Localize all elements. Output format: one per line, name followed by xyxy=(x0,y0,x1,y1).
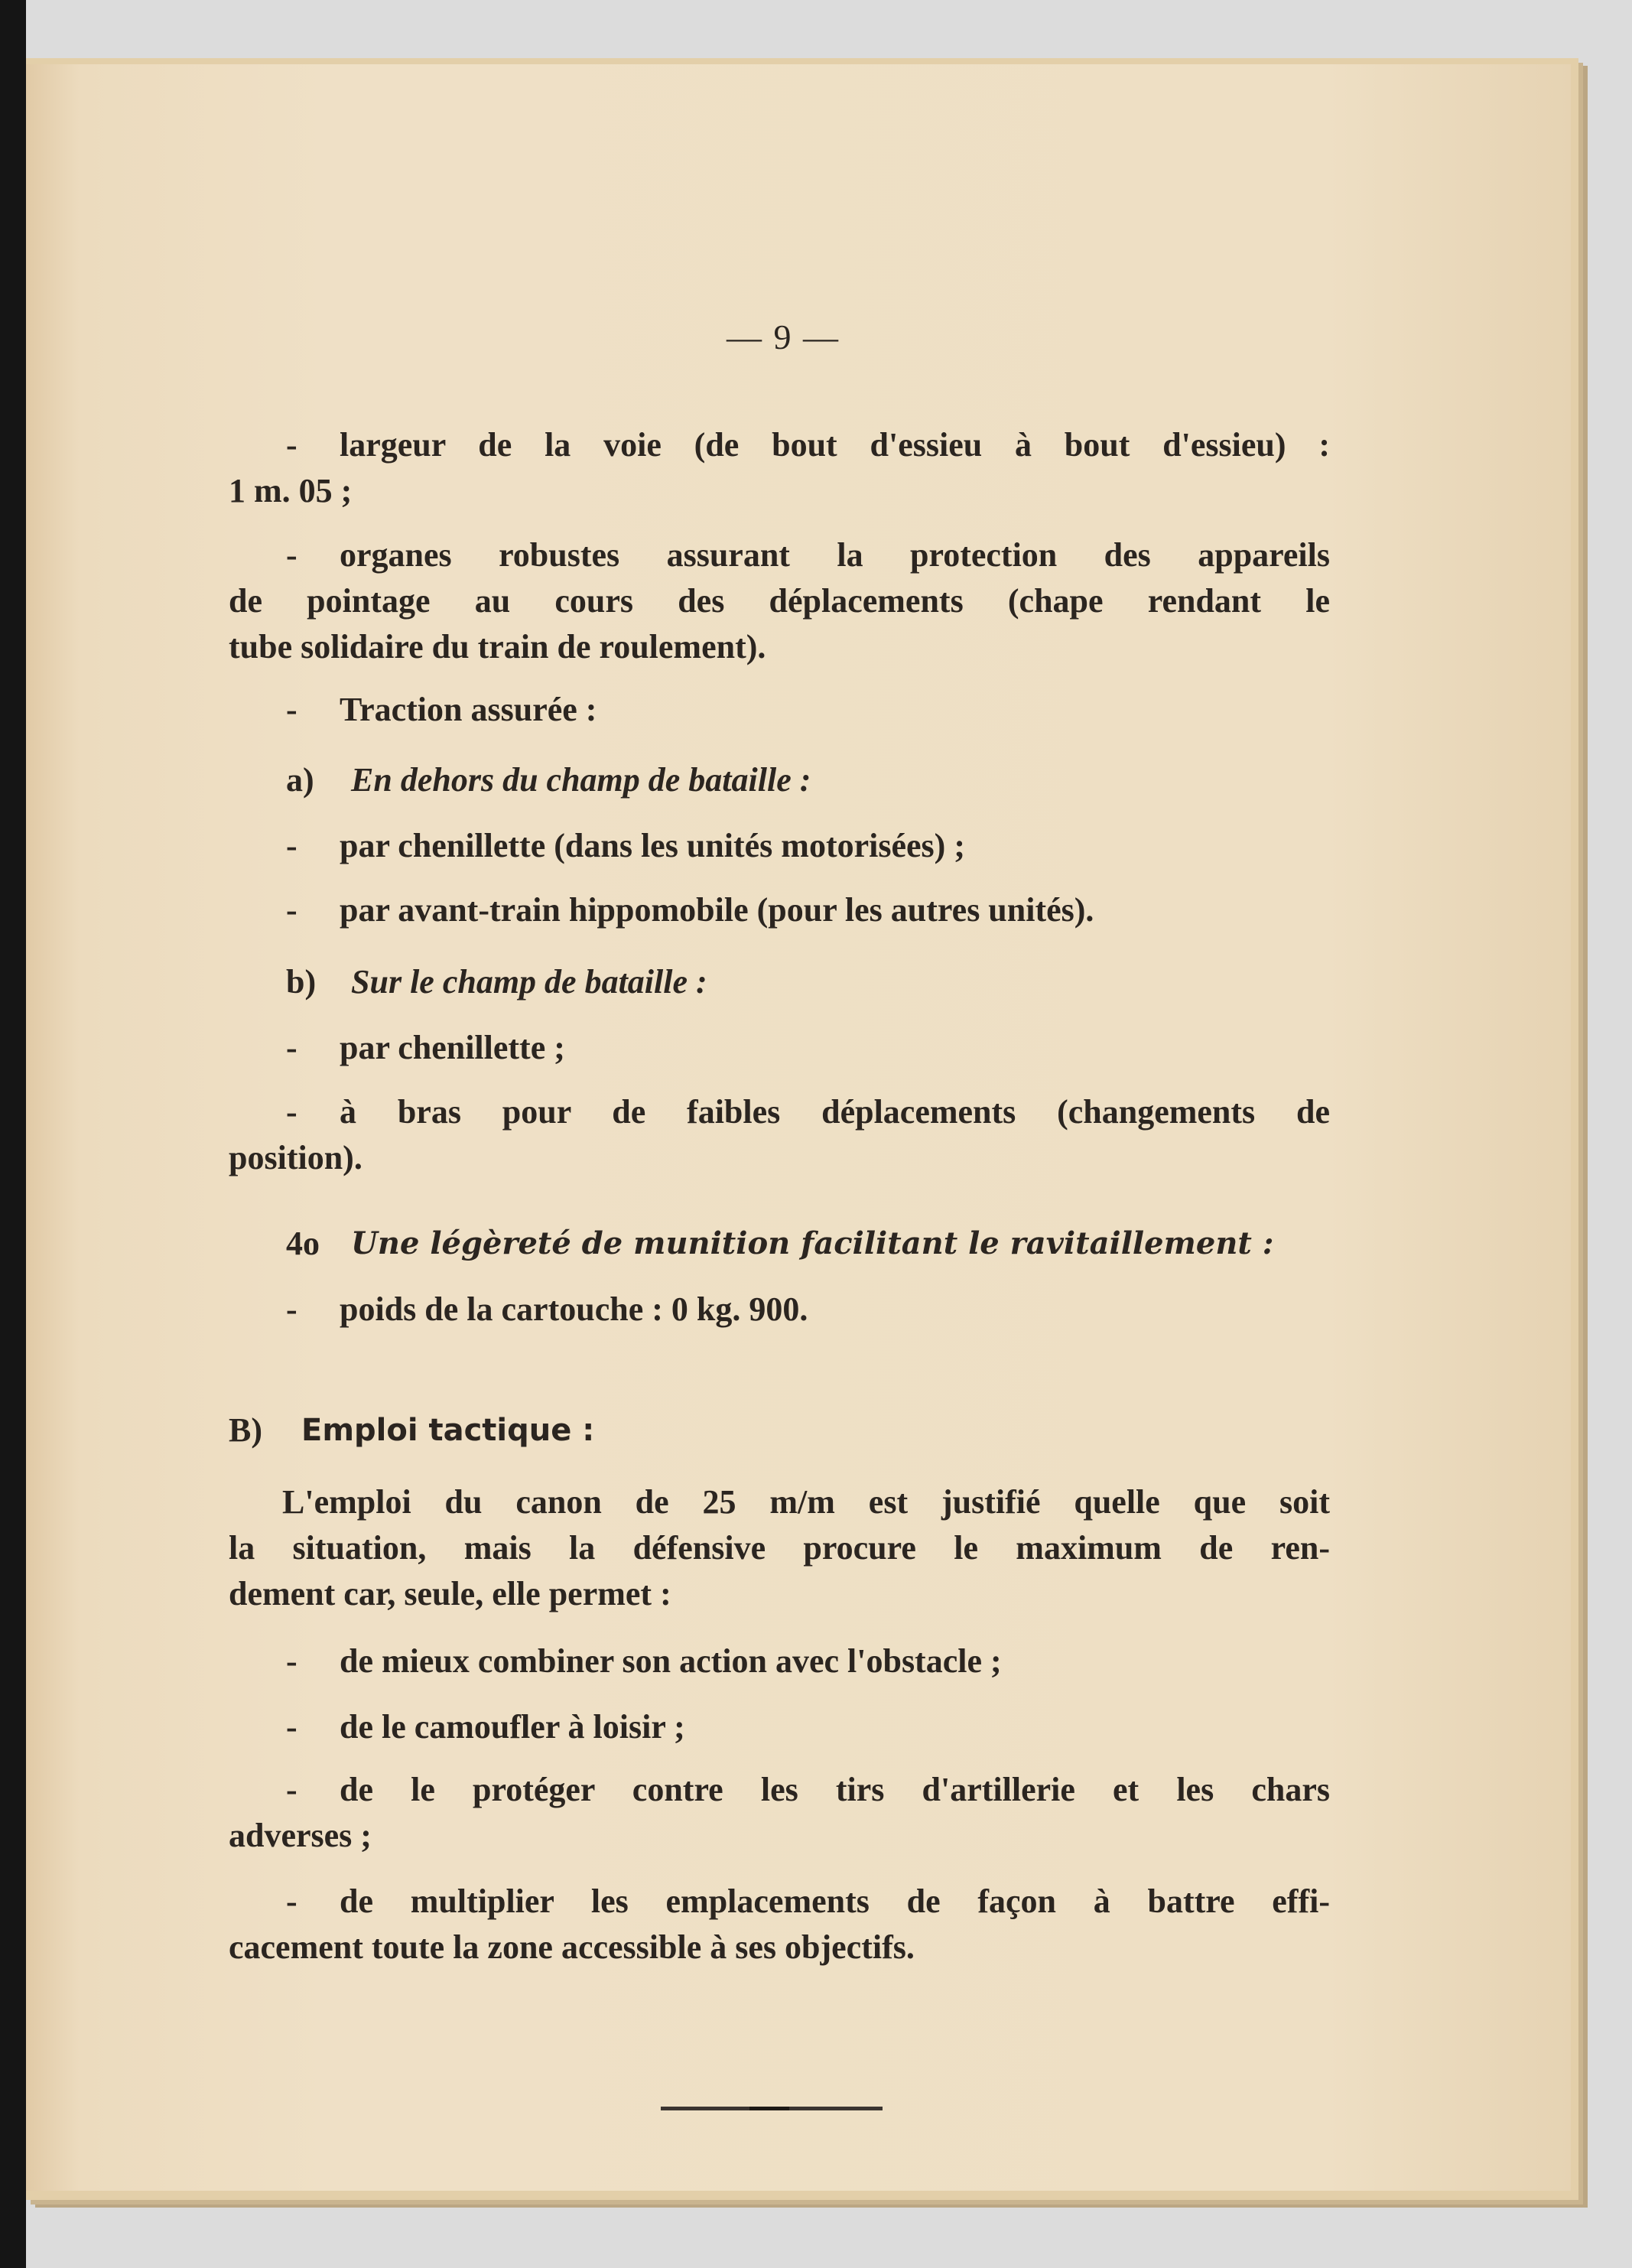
book-spine xyxy=(0,0,26,2268)
text-line xyxy=(229,1525,1330,1571)
text: position). xyxy=(229,1139,362,1176)
text: de multiplier les emplacements de façon à battre effi- xyxy=(340,1882,1330,1920)
text: tube solidaire du train de roulement). xyxy=(229,628,766,665)
text-line xyxy=(229,1813,1330,1859)
end-rule-ornament xyxy=(661,2107,883,2110)
text: organes robustes assurant la protection des appareils xyxy=(340,536,1330,574)
text: de pointage au cours des déplacements (chape rendant le xyxy=(229,582,1330,620)
text-line xyxy=(229,1925,1330,1970)
dash: - xyxy=(286,426,297,464)
dash: - xyxy=(286,827,297,864)
text-line xyxy=(229,1135,1330,1181)
text: Traction assurée : xyxy=(340,691,597,728)
text-line xyxy=(229,578,1330,624)
dash: - xyxy=(286,1642,297,1680)
text: de mieux combiner son action avec l'obstacle ; xyxy=(340,1642,1002,1680)
page-number: — 9 — xyxy=(727,317,840,356)
text: largeur de la voie (de bout d'essieu à bout d'essieu) : xyxy=(340,426,1330,464)
dash: - xyxy=(286,1708,297,1746)
text: dement car, seule, elle permet : xyxy=(229,1575,671,1612)
text-line xyxy=(229,1571,1330,1617)
section-title: Une légèreté de munition facilitant le ravitaillement : xyxy=(351,1225,1274,1261)
text: L'emploi du canon de 25 m/m est justifié quelle que soit xyxy=(282,1483,1330,1521)
dash: - xyxy=(286,536,297,574)
list-label: b) xyxy=(286,963,317,1001)
dash: - xyxy=(286,1093,297,1131)
text: la situation, mais la défensive procure le maximum de ren- xyxy=(229,1529,1330,1567)
dash: - xyxy=(286,1882,297,1920)
text: cacement toute la zone accessible à ses objectifs. xyxy=(229,1928,915,1966)
dash: - xyxy=(286,1290,297,1328)
dash: - xyxy=(286,691,297,728)
text: de le camoufler à loisir ; xyxy=(340,1708,685,1746)
text: 1 m. 05 ; xyxy=(229,472,353,509)
section-number: 4o xyxy=(286,1225,320,1262)
text: par chenillette (dans les unités motorisées) ; xyxy=(340,827,965,864)
text-line xyxy=(229,468,1330,514)
section-label: B) xyxy=(229,1411,262,1449)
text: En dehors du champ de bataille : xyxy=(351,761,811,799)
section-heading: Emploi tactique : xyxy=(301,1413,595,1448)
text: adverses ; xyxy=(229,1817,372,1854)
text: poids de la cartouche : 0 kg. 900. xyxy=(340,1290,808,1328)
dash: - xyxy=(286,1029,297,1066)
text: à bras pour de faibles déplacements (changements de xyxy=(340,1093,1330,1131)
text-line xyxy=(229,624,1330,670)
list-label: a) xyxy=(286,761,314,799)
book-page xyxy=(26,64,1571,2191)
text: par avant-train hippomobile (pour les autres unités). xyxy=(340,891,1094,929)
text: Sur le champ de bataille : xyxy=(351,963,707,1001)
dash: - xyxy=(286,891,297,929)
text: de le protéger contre les tirs d'artillerie et les chars xyxy=(340,1771,1330,1808)
dash: - xyxy=(286,1771,297,1808)
text: par chenillette ; xyxy=(340,1029,565,1066)
